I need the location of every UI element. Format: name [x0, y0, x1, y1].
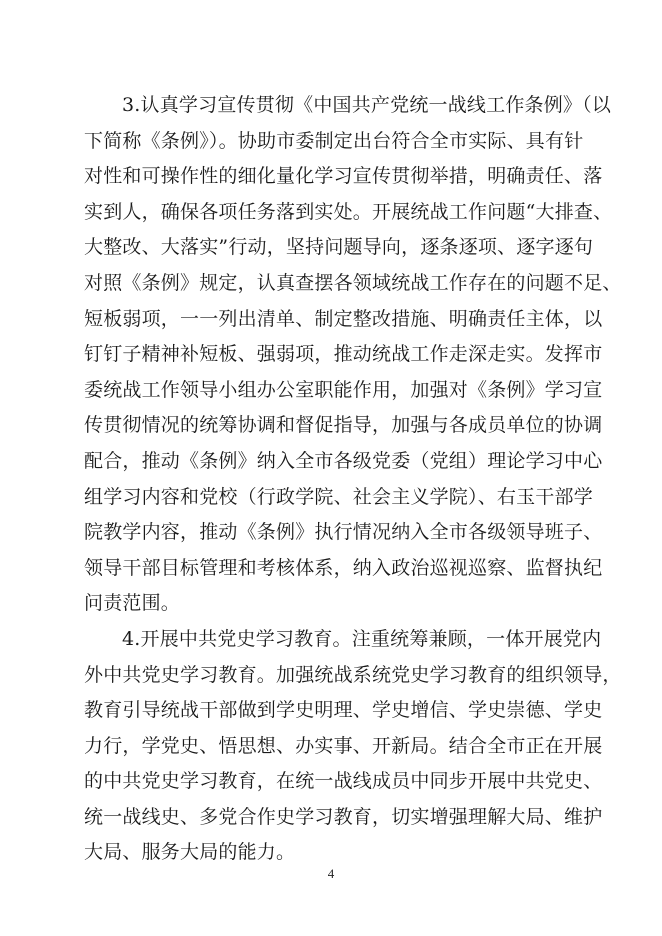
text-line: 教育引导统战干部做到学史明理、学史增信、学史崇德、学史: [84, 699, 603, 722]
text-line: 传贯彻情况的统筹协调和督促指导，加强与各成员单位的协调: [84, 414, 603, 437]
text-line: 下简称《条例》）。协助市委制定出台符合全市实际、具有针: [84, 129, 584, 152]
text-line: 领导干部目标管理和考核体系，纳入政治巡视巡察、监督执纪: [84, 556, 603, 579]
text-line: 的中共党史学习教育，在统一战线成员中同步开展中共党史、: [84, 770, 603, 793]
text-line: 委统战工作领导小组办公室职能作用，加强对《条例》学习宣: [84, 378, 603, 401]
document-body: [84, 88, 622, 871]
text-line: 大局、服务大局的能力。: [84, 841, 296, 864]
text-line: 外中共党史学习教育。加强统战系统党史学习教育的组织领导，: [84, 663, 622, 686]
text-line: 钉钉子精神补短板、强弱项，推动统战工作走深走实。发挥市: [84, 343, 603, 366]
text-line: 4.开展中共党史学习教育。注重统筹兼顾，一体开展党内: [122, 627, 602, 650]
paragraph-3: [84, 88, 622, 622]
text-line: 统一战线史、多党合作史学习教育，切实增强理解大局、维护: [84, 805, 603, 828]
text-line: 实到人，确保各项任务落到实处。开展统战工作问题“大排查、: [84, 200, 613, 223]
text-line: 配合，推动《条例》纳入全市各级党委（党组）理论学习中心: [84, 449, 603, 472]
text-line: 对照《条例》规定，认真查摆各领域统战工作存在的问题不足、: [84, 271, 622, 294]
text-line: 大整改、大落实”行动，坚持问题导向，逐条逐项、逐字逐句: [84, 236, 594, 259]
text-line: 对性和可操作性的细化量化学习宣传贯彻举措，明确责任、落: [84, 165, 603, 188]
paragraph-4: [84, 622, 622, 871]
text-line: 院教学内容，推动《条例》执行情况纳入全市各级领导班子、: [84, 521, 603, 544]
text-line: 组学习内容和党校（行政学院、社会主义学院）、右玉干部学: [84, 485, 593, 508]
text-line: 3.认真学习宣传贯彻《中国共产党统一战线工作条例》（以: [122, 94, 612, 116]
page-number: 4: [327, 866, 335, 881]
text-line: 问责范围。: [84, 592, 181, 615]
text-line: 力行，学党史、悟思想、办实事、开新局。结合全市正在开展: [84, 734, 603, 757]
text-line: 短板弱项，一一列出清单、制定整改措施、明确责任主体，以: [84, 307, 603, 330]
